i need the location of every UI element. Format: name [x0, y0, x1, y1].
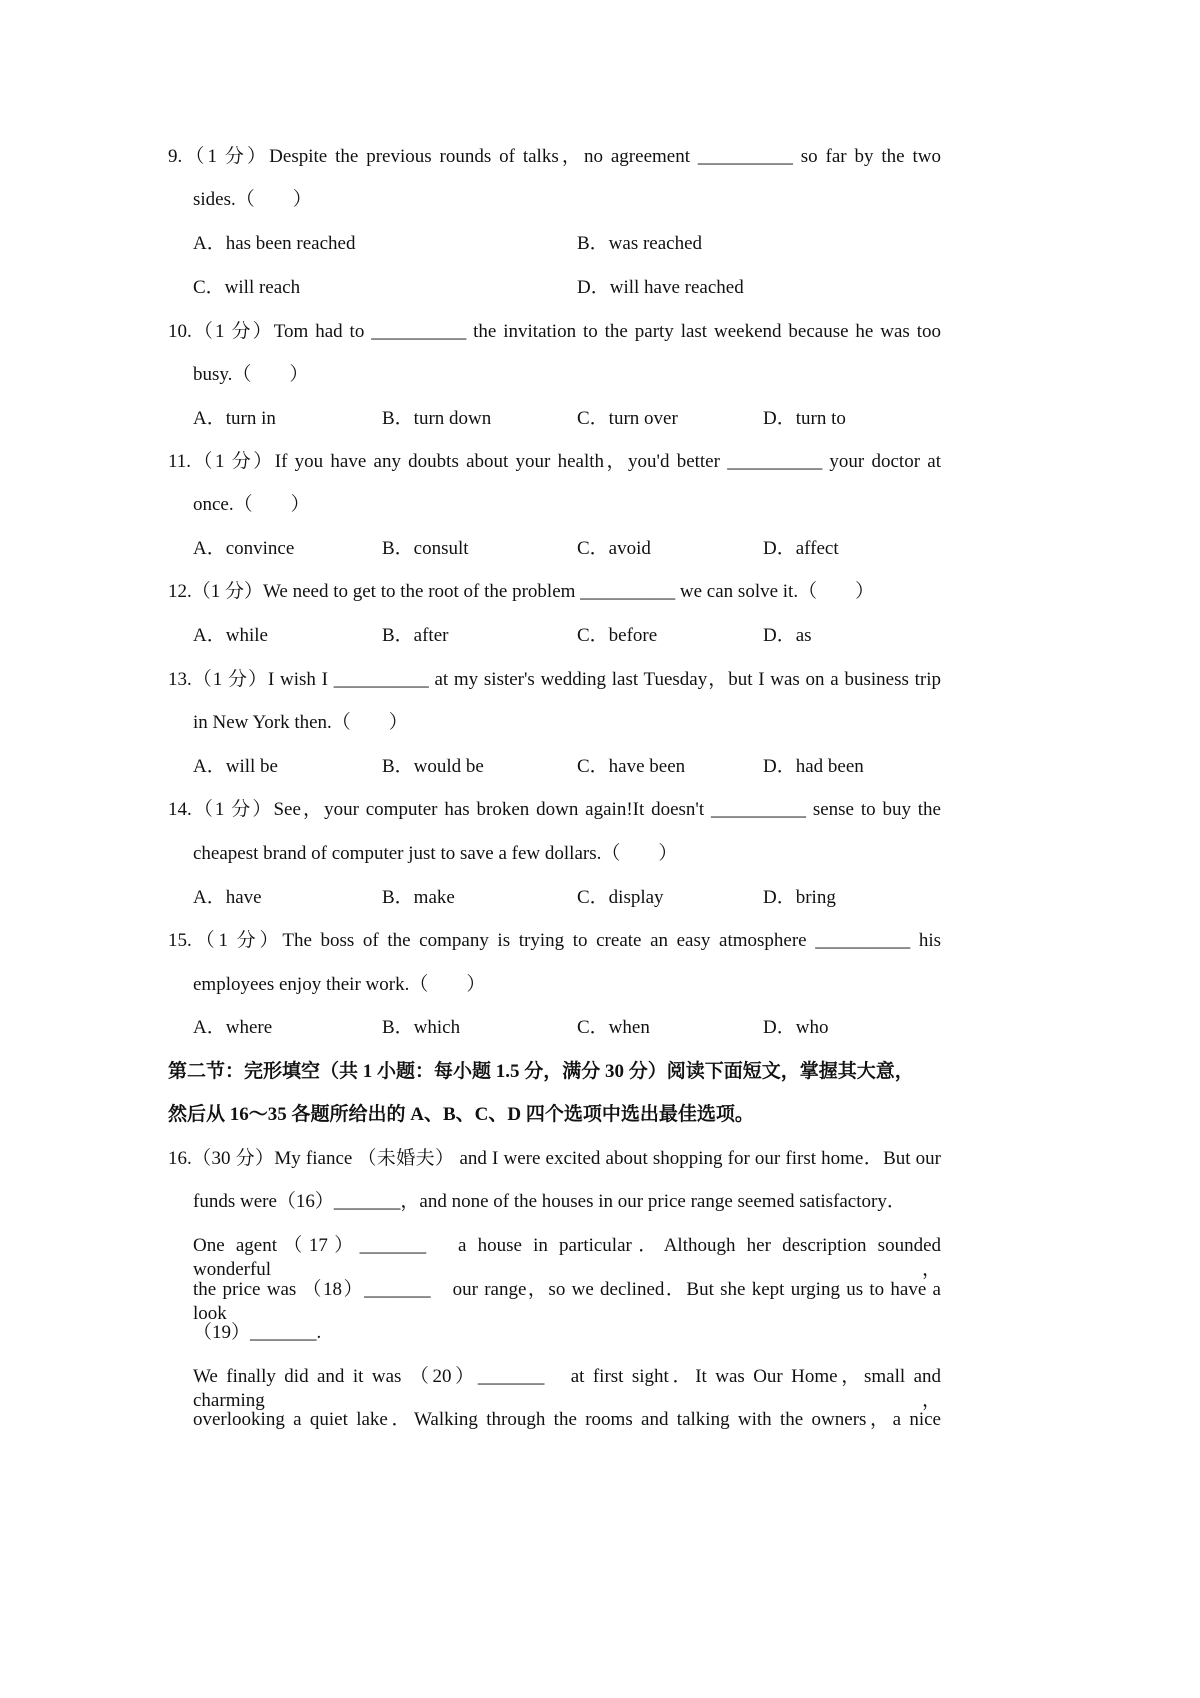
- question-13-stem-cont: in New York then.（ ）: [193, 712, 408, 733]
- question-15-option-a[interactable]: A．where: [193, 1017, 273, 1038]
- question-14-option-c[interactable]: C．display: [577, 887, 664, 908]
- question-12-option-d[interactable]: D．as: [763, 625, 812, 646]
- question-13-option-d[interactable]: D．had been: [763, 756, 864, 777]
- section-heading: 第二节：完形填空（共 1 小题：每小题 1.5 分，满分 30 分）阅读下面短文，掌握其大意，: [168, 1061, 914, 1082]
- question-13-option-c[interactable]: C．have been: [577, 756, 686, 777]
- question-11-option-a[interactable]: A．convince: [193, 538, 295, 559]
- question-10-option-d[interactable]: D．turn to: [763, 408, 846, 429]
- section-instructions: 然后从 16～35 各题所给出的 A、B、C、D 四个选项中选出最佳选项。: [168, 1104, 754, 1125]
- question-9-stem: 9.（1 分）Despite the previous rounds of talks，no agreement __________ so far by the two: [168, 146, 941, 167]
- question-13-stem: 13.（1 分）I wish I __________ at my sister's wedding last Tuesday，but I was on a business trip: [168, 669, 941, 690]
- passage-line-6: We finally did and it was （20）_______ at first sight．It was Our Home，small and charming，: [193, 1366, 941, 1411]
- question-11-option-d[interactable]: D．affect: [763, 538, 839, 559]
- question-15-option-c[interactable]: C．when: [577, 1017, 650, 1038]
- question-15-stem: 15.（1 分）The boss of the company is trying to create an easy atmosphere __________ his: [168, 930, 941, 951]
- question-11-option-c[interactable]: C．avoid: [577, 538, 651, 559]
- question-9-option-b[interactable]: B．was reached: [577, 233, 703, 254]
- question-9-option-d[interactable]: D．will have reached: [577, 277, 744, 298]
- question-10-option-b[interactable]: B．turn down: [382, 408, 492, 429]
- question-10-option-c[interactable]: C．turn over: [577, 408, 678, 429]
- passage-line-7: overlooking a quiet lake．Walking through the rooms and talking with the owners，a nice: [193, 1409, 941, 1430]
- passage-line-5: （19）_______.: [193, 1322, 322, 1343]
- question-14-stem-cont: cheapest brand of computer just to save a few dollars.（ ）: [193, 843, 678, 864]
- question-11-option-b[interactable]: B．consult: [382, 538, 469, 559]
- question-10-option-a[interactable]: A．turn in: [193, 408, 276, 429]
- question-14-option-d[interactable]: D．bring: [763, 887, 836, 908]
- question-15-stem-cont: employees enjoy their work.（ ）: [193, 974, 486, 995]
- question-11-stem: 11.（1 分）If you have any doubts about your health，you'd better __________ your doctor at: [168, 451, 941, 472]
- question-12-stem: 12.（1 分）We need to get to the root of the problem __________ we can solve it.（ ）: [168, 581, 875, 602]
- question-12-option-c[interactable]: C．before: [577, 625, 658, 646]
- question-9-option-c[interactable]: C．will reach: [193, 277, 301, 298]
- question-13-option-a[interactable]: A．will be: [193, 756, 278, 777]
- question-9-stem-cont: sides.（ ）: [193, 189, 312, 210]
- question-10-stem-cont: busy.（ ）: [193, 364, 309, 385]
- question-10-stem: 10.（1 分）Tom had to __________ the invitation to the party last weekend because he was too: [168, 321, 941, 342]
- question-9-option-a[interactable]: A．has been reached: [193, 233, 356, 254]
- passage-line-1: 16.（30 分）My fiance （未婚夫） and I were excited about shopping for our first home．But our: [168, 1148, 941, 1169]
- question-12-option-a[interactable]: A．while: [193, 625, 268, 646]
- passage-line-3: One agent（17）_______ a house in particular．Although her description sounded wonderful，: [193, 1235, 941, 1280]
- passage-line-4: the price was （18）_______ our range，so we declined．But she kept urging us to have a look: [193, 1279, 941, 1324]
- question-14-option-b[interactable]: B．make: [382, 887, 455, 908]
- question-15-option-b[interactable]: B．which: [382, 1017, 461, 1038]
- question-15-option-d[interactable]: D．who: [763, 1017, 829, 1038]
- question-11-stem-cont: once.（ ）: [193, 494, 310, 515]
- question-12-option-b[interactable]: B．after: [382, 625, 449, 646]
- passage-line-2: funds were（16）_______，and none of the houses in our price range seemed satisfactory．: [193, 1191, 906, 1212]
- question-14-stem: 14.（1 分）See，your computer has broken down again!It doesn't __________ sense to buy the: [168, 799, 941, 820]
- question-13-option-b[interactable]: B．would be: [382, 756, 484, 777]
- question-14-option-a[interactable]: A．have: [193, 887, 262, 908]
